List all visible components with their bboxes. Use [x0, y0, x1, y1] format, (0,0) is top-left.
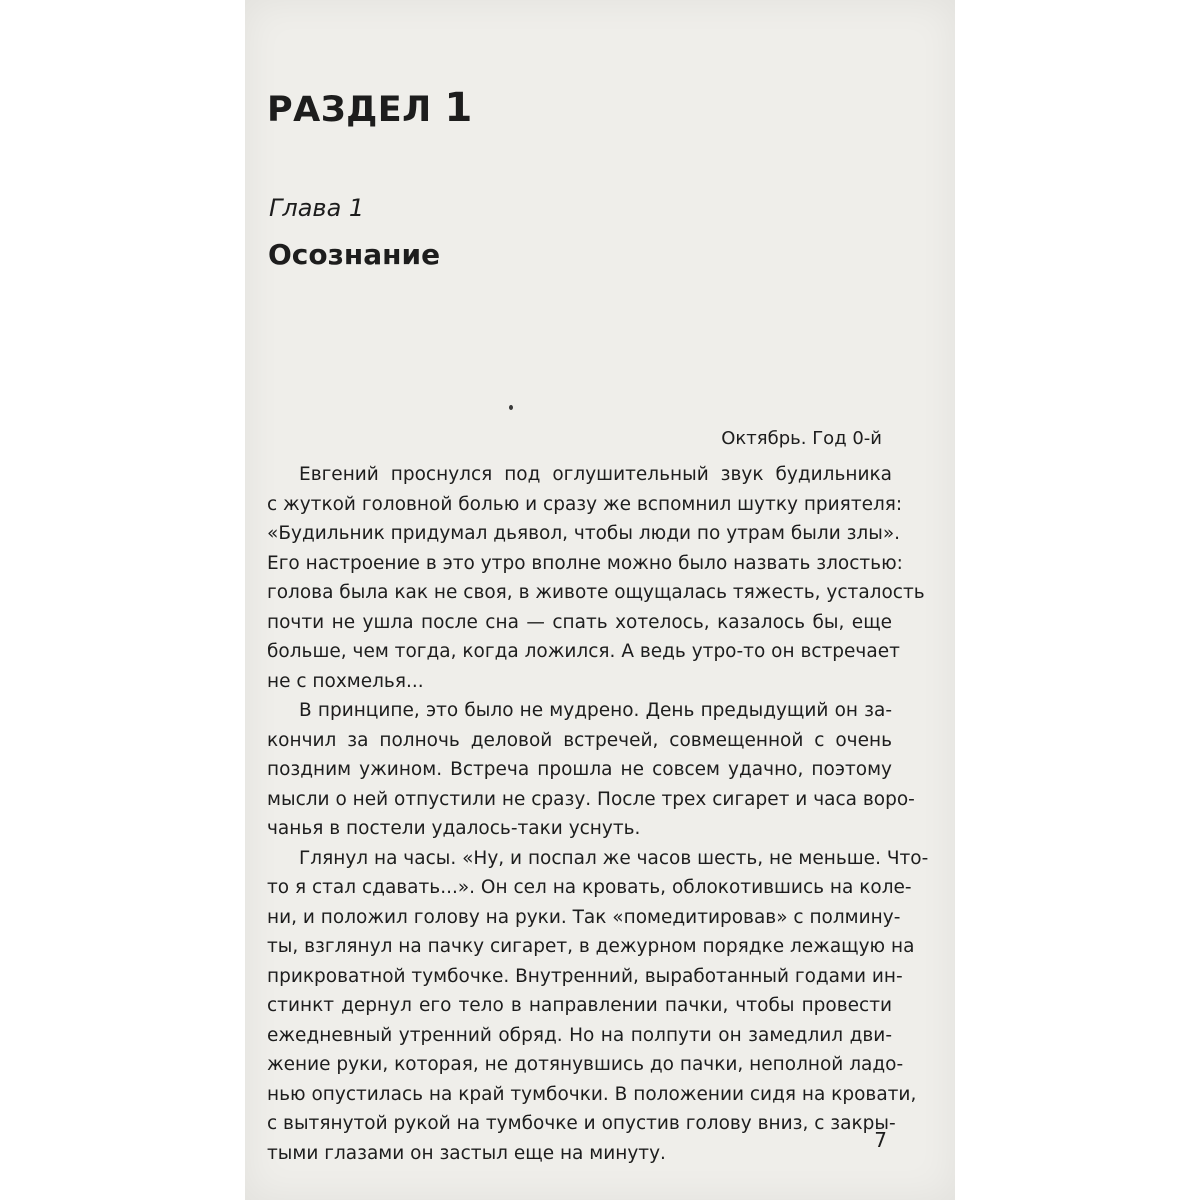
text-line: нью опустилась на край тумбочки. В положении сидя на кровати, — [267, 1083, 917, 1105]
text-line: больше, чем тогда, когда ложился. А ведь утро-то он встречает — [267, 641, 900, 662]
text-line: мысли о ней отпустили не сразу. После трех сигарет и часа воро- — [267, 788, 915, 810]
text-line: с вытянутой рукой на тумбочке и опустив голову вниз, с закры- — [267, 1113, 896, 1134]
text-line: стинкт дернул его тело в направлении пачки, чтобы провести — [267, 995, 892, 1016]
page-number: 7 — [874, 1128, 887, 1152]
book-page — [245, 0, 955, 1200]
chapter-label: Глава 1 — [269, 194, 365, 222]
section-heading — [267, 85, 473, 131]
text-line: голова была как не своя, в животе ощущалась тяжесть, усталость — [267, 582, 925, 603]
text-line: ежедневный утренний обряд. Но на полпути он замедлил дви- — [267, 1024, 892, 1046]
print-speck — [509, 405, 513, 410]
text-line: Глянул на часы. «Ну, и поспал же часов шесть, не меньше. Что- — [299, 847, 929, 869]
text-line: поздним ужином. Встреча прошла не совсем удачно, поэтому — [267, 759, 892, 780]
text-line: Его настроение в это утро вполне можно было назвать злостью: — [267, 552, 903, 574]
body-text — [267, 460, 929, 1168]
chapter-title: Осознание — [268, 238, 441, 271]
text-line: не с похмелья... — [267, 670, 424, 692]
text-line: чанья в постели удалось-таки уснуть. — [267, 818, 641, 839]
text-line: с жуткой головной болью и сразу же вспомнил шутку приятеля: — [267, 493, 903, 515]
text-line: почти не ушла после сна — спать хотелось, казалось бы, еще — [267, 611, 892, 633]
text-line: ты, взглянул на пачку сигарет, в дежурном порядке лежащую на — [267, 936, 915, 957]
text-line: ни, и положил голову на руки. Так «помедитировав» с полмину- — [267, 906, 901, 928]
text-line: жение руки, которая, не дотянувшись до пачки, неполной ладо- — [267, 1054, 904, 1075]
text-line: то я стал сдавать...». Он сел на кровать, облокотившись на коле- — [267, 877, 912, 898]
section-word: РАЗДЕЛ — [267, 90, 432, 130]
text-line: тыми глазами он застыл еще на минуту. — [267, 1142, 666, 1164]
text-line: «Будильник придумал дьявол, чтобы люди по утрам были злы». — [267, 523, 901, 544]
text-line: Евгений проснулся под оглушительный звук будильника — [299, 464, 892, 485]
text-line: В принципе, это было не мудрено. День предыдущий он за- — [299, 700, 892, 721]
text-line: прикроватной тумбочке. Внутренний, выработанный годами ин- — [267, 965, 903, 987]
section-number: 1 — [444, 85, 473, 131]
dateline: Октябрь. Год 0-й — [721, 428, 882, 449]
text-line: кончил за полночь деловой встречей, совмещенной с очень — [267, 729, 892, 751]
